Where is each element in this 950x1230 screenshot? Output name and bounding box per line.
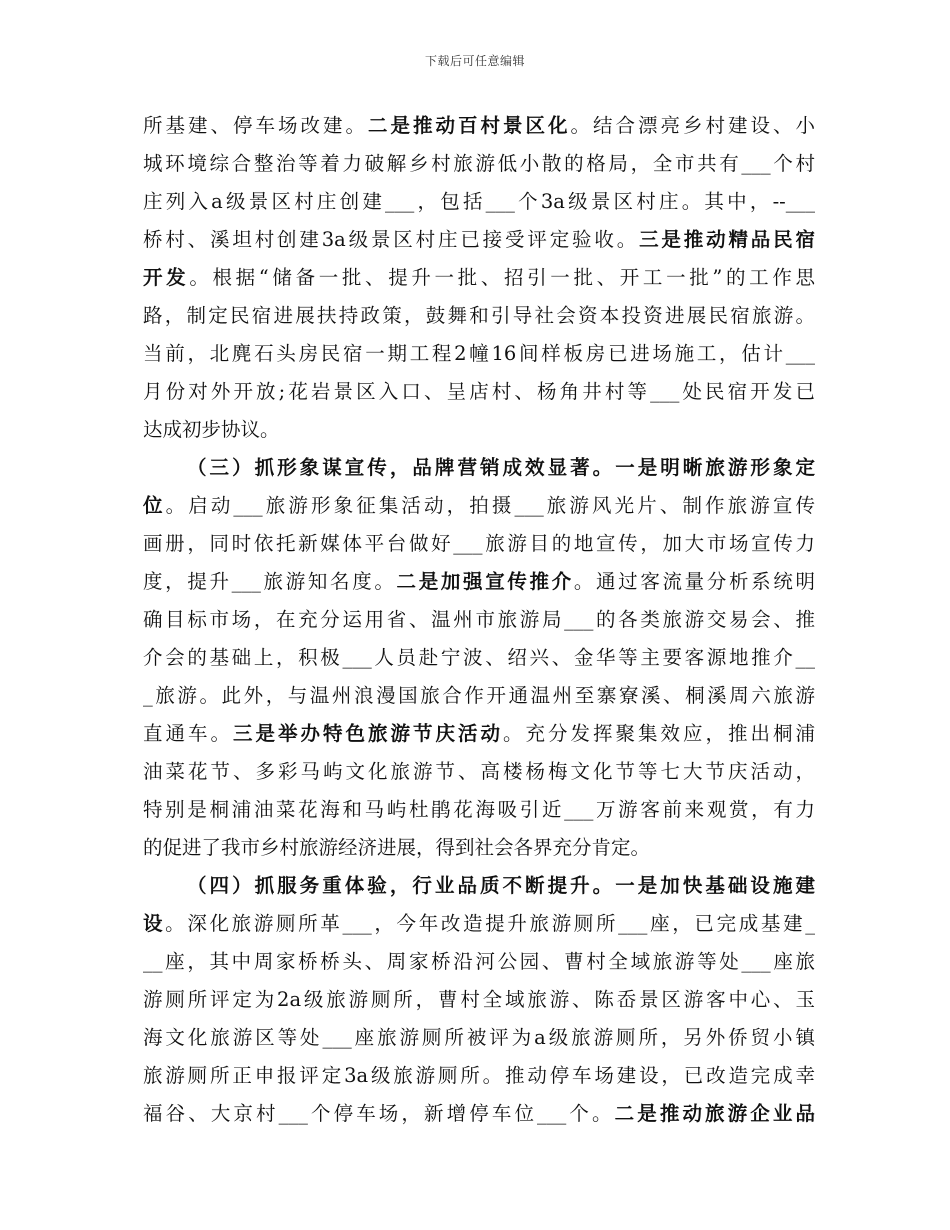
text-line bbox=[143, 373, 815, 411]
text-line bbox=[143, 905, 815, 943]
text-line bbox=[143, 487, 815, 525]
text-segment: __座，其中周家桥桥头、周家桥沿河公园、曹村全域旅游等处___座旅 bbox=[143, 950, 815, 973]
text-segment: 。结合漂亮乡村建设、小 bbox=[570, 114, 815, 137]
text-line bbox=[143, 753, 815, 791]
text-segment: 的促进了我市乡村旅游经济进展，得到社会各界充分肯定。 bbox=[143, 836, 651, 859]
text-segment: 特别是桐浦油菜花海和马屿杜鹃花海吸引近___万游客前来观赏，有力 bbox=[143, 798, 815, 821]
text-segment: 海文化旅游区等处___座旅游厕所被评为a级旅游厕所，另外侨贸小镇 bbox=[143, 1026, 815, 1049]
text-segment: 桥村、溪坦村创建3a级景区村庄已接受评定验收。 bbox=[143, 228, 640, 251]
text-segment: 城环境综合整治等着力破解乡村旅游低小散的格局，全市共有___个村 bbox=[143, 152, 815, 175]
text-segment: 。充分发挥聚集效应，推出桐浦 bbox=[502, 722, 815, 745]
bold-text-segment: 位 bbox=[143, 494, 166, 517]
text-segment: 所基建、停车场改建。 bbox=[143, 114, 368, 137]
text-line bbox=[143, 183, 815, 221]
text-line bbox=[143, 981, 815, 1019]
text-segment: 油菜花节、多彩马屿文化旅游节、高楼杨梅文化节等七大节庆活动， bbox=[143, 760, 815, 783]
text-segment: 度，提升___旅游知名度。 bbox=[143, 570, 397, 593]
page-header: 下载后可任意编辑 bbox=[424, 54, 525, 68]
text-segment: 游厕所评定为2a级旅游厕所，曹村全域旅游、陈岙景区游客中心、玉 bbox=[143, 988, 815, 1011]
text-line bbox=[143, 411, 815, 449]
text-line bbox=[143, 335, 815, 373]
text-segment: 。通过客流量分析系统明 bbox=[573, 570, 815, 593]
text-line bbox=[143, 829, 815, 867]
text-segment: 旅游厕所正申报评定3a级旅游厕所。推动停车场建设，已改造完成幸 bbox=[143, 1064, 815, 1087]
text-line bbox=[143, 259, 815, 297]
text-segment: 路，制定民宿进展扶持政策，鼓舞和引导社会资本投资进展民宿旅游。 bbox=[143, 304, 815, 327]
text-segment: 庄列入a级景区村庄创建___，包括___个3a级景区村庄。其中，--___ bbox=[143, 190, 815, 213]
document-body bbox=[143, 107, 815, 1133]
text-line bbox=[143, 1095, 815, 1133]
text-segment: 介会的基础上，积极___人员赴宁波、绍兴、金华等主要客源地推介__ bbox=[143, 646, 815, 669]
text-line bbox=[143, 297, 815, 335]
text-segment: _旅游。此外，与温州浪漫国旅合作开通温州至寨寮溪、桐溪周六旅游 bbox=[143, 684, 815, 707]
text-line bbox=[143, 1019, 815, 1057]
text-line bbox=[143, 791, 815, 829]
text-line bbox=[143, 943, 815, 981]
text-line bbox=[143, 145, 815, 183]
bold-text-segment: 二是推动百村景区化 bbox=[367, 114, 571, 137]
text-segment: 当前，北麂石头房民宿一期工程2幢16间样板房已进场施工，估计___ bbox=[143, 342, 815, 365]
bold-text-segment: （三）抓形象谋宣传，品牌营销成效显著。一是明晰旅游形象定 bbox=[187, 456, 815, 479]
text-line bbox=[143, 563, 815, 601]
text-line bbox=[143, 639, 815, 677]
bold-text-segment: 开发 bbox=[143, 266, 190, 289]
text-segment: 。根据“储备一批、提升一批、招引一批、开工一批”的工作思 bbox=[189, 266, 815, 289]
text-line bbox=[143, 601, 815, 639]
text-line bbox=[143, 449, 815, 487]
text-line bbox=[143, 221, 815, 259]
bold-text-segment: 二是加强宣传推介 bbox=[396, 570, 574, 593]
text-segment: 确目标市场，在充分运用省、温州市旅游局___的各类旅游交易会、推 bbox=[143, 608, 815, 631]
bold-text-segment: 三是推动精品民宿 bbox=[639, 228, 815, 251]
bold-text-segment: 三是举办特色旅游节庆活动 bbox=[233, 722, 503, 745]
text-segment: 福谷、大京村___个停车场，新增停车位___个。 bbox=[143, 1102, 615, 1125]
text-line bbox=[143, 525, 815, 563]
text-line bbox=[143, 1057, 815, 1095]
text-segment: 达成初步协议。 bbox=[143, 418, 280, 441]
bold-text-segment: 设 bbox=[143, 912, 166, 935]
text-segment: 。深化旅游厕所革___，今年改造提升旅游厕所___座，已完成基建_ bbox=[165, 912, 815, 935]
bold-text-segment: 二是推动旅游企业品 bbox=[614, 1102, 815, 1125]
text-segment: 画册，同时依托新媒体平台做好___旅游目的地宣传，加大市场宣传力 bbox=[143, 532, 815, 555]
text-line bbox=[143, 867, 815, 905]
text-segment: 月份对外开放;花岩景区入口、呈店村、杨角井村等___处民宿开发已 bbox=[143, 380, 815, 403]
bold-text-segment: （四）抓服务重体验，行业品质不断提升。一是加快基础设施建 bbox=[187, 874, 815, 897]
text-line bbox=[143, 677, 815, 715]
text-segment: 。启动___旅游形象征集活动，拍摄___旅游风光片、制作旅游宣传 bbox=[165, 494, 815, 517]
text-line bbox=[143, 107, 815, 145]
text-segment: 直通车。 bbox=[143, 722, 233, 745]
text-line bbox=[143, 715, 815, 753]
